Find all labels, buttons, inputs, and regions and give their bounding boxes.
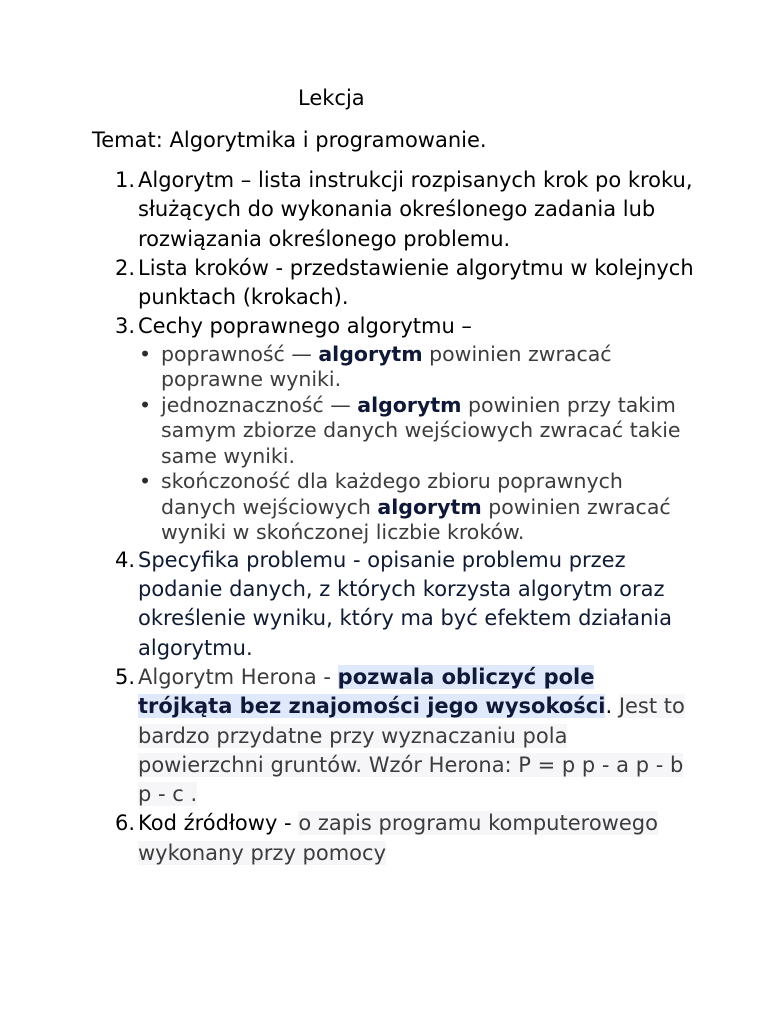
list-item-text: Algorytm – lista instrukcji rozpisanych krok po kroku, służących do wykonania określonego zadania lub rozwiązania określonego problemu. <box>138 168 693 251</box>
list-item-lead: Specyfika problemu - <box>138 547 368 572</box>
list-item-text: Lista kroków - przedstawienie algorytmu w kolejnych punktach (krokach). <box>138 255 694 310</box>
lesson-heading: Lekcja <box>298 86 365 110</box>
list-number: 6. <box>115 811 136 836</box>
bullet-post: powinien zwracać poprawne wyniki. <box>161 341 612 392</box>
list-item-lead: Algorytm Herona - <box>138 664 338 689</box>
bullet-icon: • <box>139 469 152 494</box>
keyword-algorytm: algorytm <box>377 494 482 519</box>
list-number: 5. <box>115 664 136 689</box>
list-item-6 <box>115 809 695 868</box>
bullet-item-determinism <box>139 392 695 470</box>
bullet-icon: • <box>139 341 152 366</box>
list-number: 1. <box>115 168 136 192</box>
list-item-1 <box>115 166 695 254</box>
bullet-post: powinien przy takim samym zbiorze danych wejściowych zwracać takie same wyniki. <box>161 392 681 468</box>
highlighted-text: pozwala obliczyć pole trójkąta bez znajomości jego wysokości <box>138 664 606 719</box>
list-item-text: Cechy poprawnego algorytmu – <box>138 314 472 339</box>
bullet-icon: • <box>139 392 152 417</box>
keyword-algorytm: algorytm <box>318 341 423 366</box>
list-item-text: o zapis programu komputerowego wykonany przy pomocy <box>138 811 658 865</box>
list-item-2 <box>115 254 695 313</box>
algorithm-features-list <box>115 342 695 546</box>
bullet-pre: jednoznaczność — <box>161 392 358 417</box>
bullet-pre: poprawność — <box>161 341 319 366</box>
bullet-pre: skończoność dla każdego zbioru poprawnych danych wejściowych <box>161 469 623 519</box>
list-item-3 <box>115 312 695 341</box>
list-number: 4. <box>115 547 136 572</box>
topic-line: Temat: Algorytmika i programowanie. <box>92 128 487 152</box>
list-item-text: opisanie problemu przez podanie danych, z których korzysta algorytm oraz określenie wyniku, który ma być efektem działania algorytmu. <box>138 547 673 660</box>
keyword-algorytm: algorytm <box>357 392 462 417</box>
list-number: 3. <box>115 314 136 339</box>
list-number: 2. <box>115 255 136 280</box>
list-item-4 <box>115 546 695 663</box>
bullet-item-correctness <box>139 341 695 393</box>
list-item-text: Jest to bardzo przydatne przy wyznaczaniu pola powierzchni gruntów. Wzór Herona: P = p p - a p - b p - c . <box>138 694 685 807</box>
highlight-period: . <box>605 694 613 719</box>
bullet-post: powinien zwracać wyniki w skończonej liczbie kroków. <box>161 494 671 545</box>
list-item-5 <box>115 663 695 809</box>
bullet-item-finiteness <box>139 469 695 546</box>
document-body <box>115 166 695 868</box>
list-item-lead: Kod źródłowy - <box>138 811 299 836</box>
